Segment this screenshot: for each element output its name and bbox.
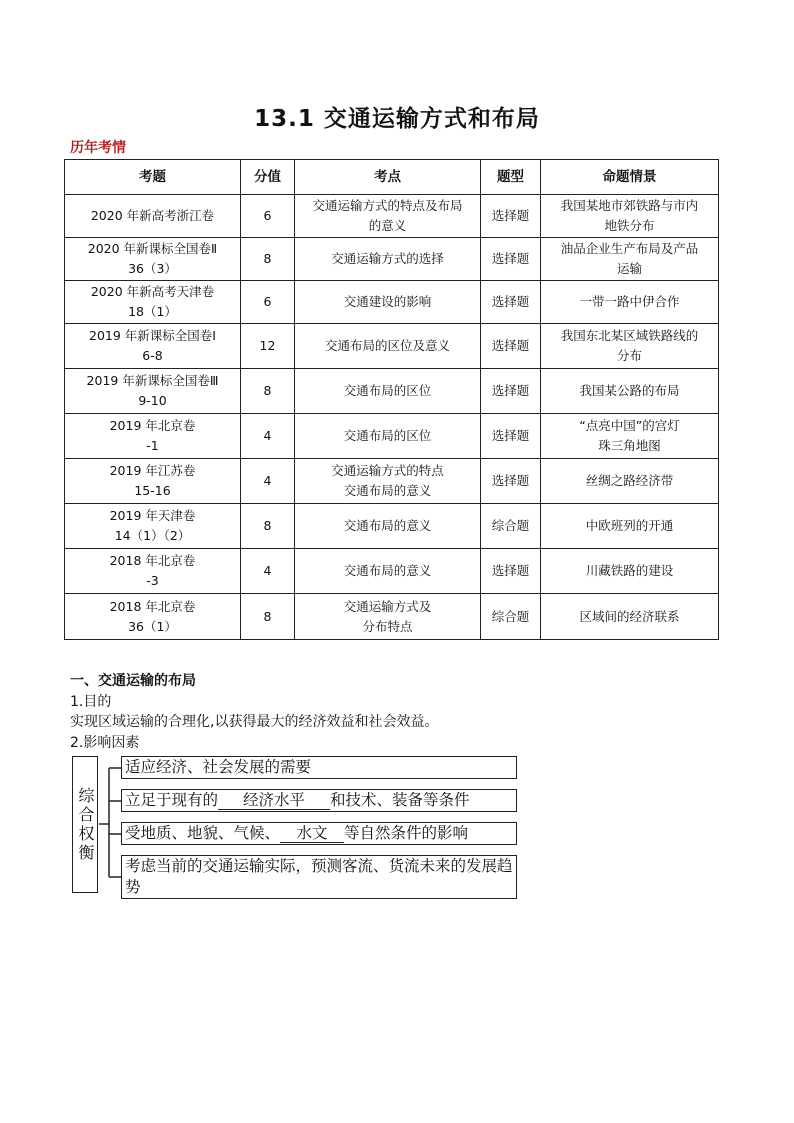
cell-context [541,594,719,640]
cell-point [295,594,481,640]
cell-line: 交通布局的意义 [343,563,432,578]
factor-text: 和技术、装备等条件 [330,791,470,809]
cell-point [295,459,481,504]
header-point: 考点 [295,160,481,195]
cell-line: 交通运输方式的选择 [331,251,444,266]
cell-line: 36（1） [128,618,177,634]
cell-score: 12 [241,324,295,369]
table-row [65,459,719,504]
purpose-text: 实现区域运输的合理化,以获得最大的经济效益和社会效益。 [70,714,439,730]
cell-point [295,504,481,549]
cell-exam [65,369,241,414]
cell-line: 14（1）（2） [114,528,191,543]
cell-exam [65,549,241,594]
cell-line: 我国某公路的布局 [579,383,680,398]
purpose-label: 1.目的 [70,694,112,710]
cell-score: 4 [241,549,295,594]
fill-blank: 经济水平 [218,791,330,810]
cell-score: 6 [241,281,295,324]
cell-type: 选择题 [481,414,541,459]
cell-line: 2020 年新高考天津卷 [90,284,215,299]
cell-line: 我国某地市郊铁路与市内 [560,198,699,213]
cell-line: 2020 年新课标全国卷Ⅱ [87,241,218,256]
table-row [65,324,719,369]
cell-line: 的意义 [368,218,407,233]
cell-context [541,504,719,549]
cell-line: 丝绸之路经济带 [585,473,674,488]
cell-line: 2018 年北京卷 [109,598,196,614]
exam-history-label: 历年考情 [70,140,126,156]
cell-type: 选择题 [481,369,541,414]
cell-context [541,414,719,459]
cell-score: 4 [241,459,295,504]
factors-diagram [72,756,522,898]
cell-line: 2018 年北京卷 [109,553,196,568]
header-exam: 考题 [65,160,241,195]
cell-context [541,459,719,504]
cell-point [295,369,481,414]
cell-line: 15-16 [134,483,171,498]
cell-context [541,238,719,281]
cell-context [541,324,719,369]
cell-line: 区域间的经济联系 [579,608,680,624]
cell-type: 综合题 [481,594,541,640]
cell-line: 9-10 [138,393,167,408]
cell-line: 交通建设的影响 [343,294,432,309]
section-heading: 一、交通运输的布局 [70,673,196,689]
cell-point [295,195,481,238]
cell-line: “点亮中国”的宫灯 [579,418,680,433]
cell-line: 川藏铁路的建设 [585,563,674,578]
cell-point [295,324,481,369]
cell-context [541,369,719,414]
cell-line: 中欧班列的开通 [585,518,674,533]
cell-line: -3 [146,573,159,588]
cell-line: 2019 年新课标全国卷Ⅰ [89,328,216,343]
cell-line: 交通布局的意义 [343,483,432,498]
table-header-row [65,160,719,195]
exam-table [64,159,719,640]
table-row [65,238,719,281]
cell-exam [65,459,241,504]
header-score: 分值 [241,160,295,195]
cell-context [541,281,719,324]
table-row [65,549,719,594]
cell-type: 选择题 [481,324,541,369]
table-row [65,594,719,640]
cell-type: 选择题 [481,459,541,504]
cell-line: 运输 [616,261,642,276]
cell-line: 2019 年北京卷 [109,418,196,433]
cell-exam [65,414,241,459]
cell-line: 2020 年新高考浙江卷 [90,208,215,223]
cell-line: 交通布局的区位及意义 [324,338,450,353]
cell-line: 36（3） [128,261,177,276]
cell-line: 分布特点 [362,618,413,634]
cell-line: 2019 年江苏卷 [109,463,196,478]
cell-score: 4 [241,414,295,459]
factor-text: 受地质、地貌、气候、 [125,824,281,842]
cell-context [541,549,719,594]
cell-line: 一带一路中伊合作 [579,294,680,309]
cell-type: 选择题 [481,195,541,238]
cell-point [295,549,481,594]
cell-exam [65,504,241,549]
cell-point [295,414,481,459]
cell-exam [65,594,241,640]
cell-score: 8 [241,238,295,281]
cell-exam [65,238,241,281]
cell-line: 交通布局的意义 [343,518,432,533]
table-row [65,414,719,459]
cell-point [295,281,481,324]
cell-line: 2019 年天津卷 [109,508,196,523]
factor-box-technology [121,789,517,812]
cell-line: 交通运输方式的特点及布局 [312,198,463,213]
factor-box-forecast: 考虑当前的交通运输实际，预测客流、货流未来的发展趋势 [121,855,517,899]
page-title: 13.1 交通运输方式和布局 [254,106,540,132]
factors-label: 2.影响因素 [70,735,140,751]
cell-type: 选择题 [481,238,541,281]
cell-line: 分布 [616,348,642,363]
table-row [65,369,719,414]
factor-box-economy-needs: 适应经济、社会发展的需要 [121,756,517,779]
factor-box-natural [121,822,517,845]
header-context: 命题情景 [541,160,719,195]
cell-score: 6 [241,195,295,238]
cell-exam [65,195,241,238]
cell-line: 油品企业生产布局及产品 [560,241,699,256]
cell-line: 6-8 [142,348,163,363]
factor-text: 立足于现有的 [125,791,219,809]
cell-exam [65,281,241,324]
cell-line: 交通运输方式的特点 [331,463,444,478]
cell-line: 珠三角地图 [598,438,661,453]
cell-type: 综合题 [481,504,541,549]
diagram-main-label: 综合权衡 [72,756,98,893]
cell-line: 2019 年新课标全国卷Ⅲ [86,373,219,388]
table-row [65,195,719,238]
cell-line: -1 [146,438,159,453]
cell-score: 8 [241,504,295,549]
cell-score: 8 [241,369,295,414]
fill-blank: 水文 [280,824,344,843]
table-row [65,281,719,324]
cell-type: 选择题 [481,281,541,324]
table-row [65,504,719,549]
cell-line: 交通布局的区位 [343,383,432,398]
cell-line: 地铁分布 [604,218,655,233]
cell-line: 我国东北某区域铁路线的 [560,328,699,343]
cell-exam [65,324,241,369]
header-type: 题型 [481,160,541,195]
cell-line: 18（1） [128,304,177,319]
cell-point [295,238,481,281]
cell-score: 8 [241,594,295,640]
factor-text: 等自然条件的影响 [344,824,469,842]
cell-context [541,195,719,238]
cell-line: 交通运输方式及 [343,598,432,614]
cell-line: 交通布局的区位 [343,428,432,443]
cell-type: 选择题 [481,549,541,594]
